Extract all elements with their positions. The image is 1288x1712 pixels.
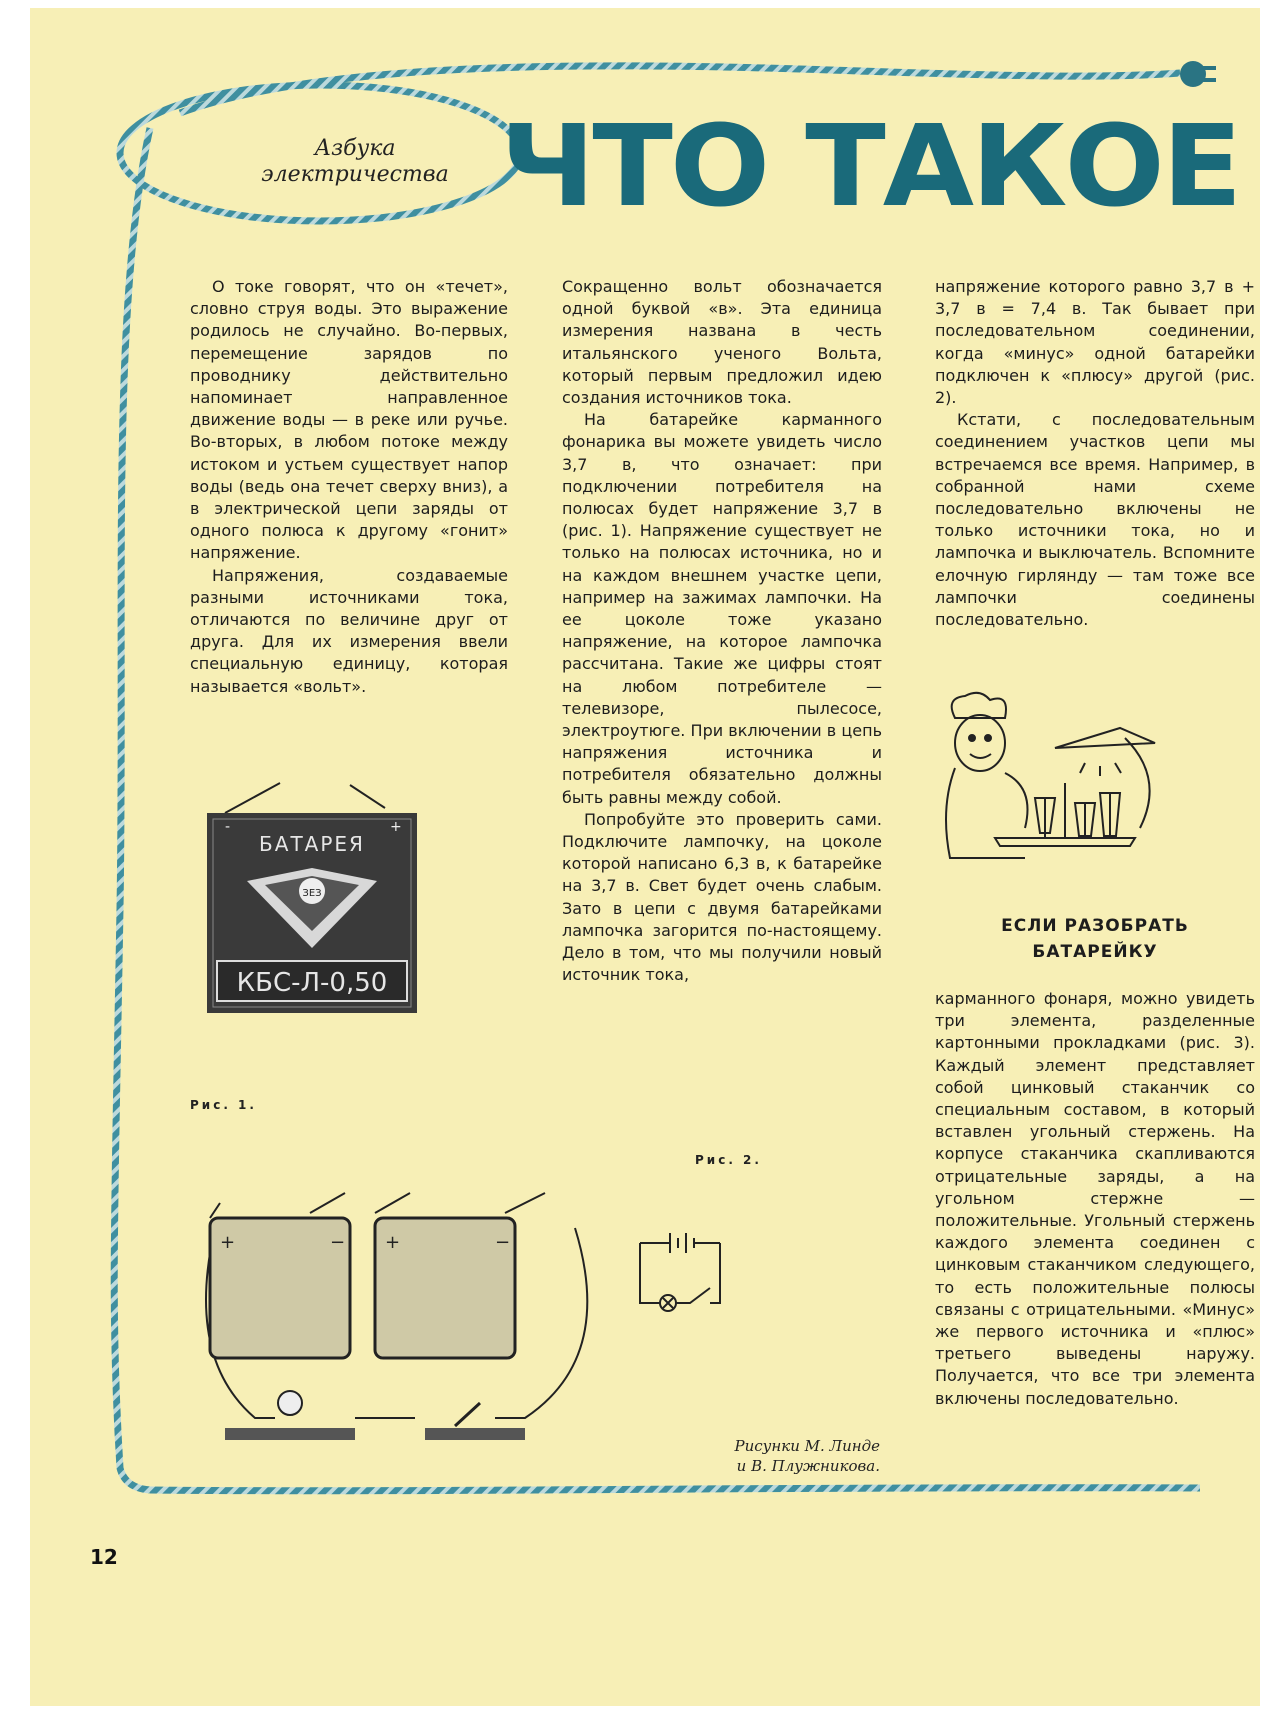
credits-line1: Рисунки М. Линде xyxy=(734,1437,880,1455)
chef-illustration xyxy=(935,688,1165,888)
paragraph: На батарейке карманного фонарика вы можете увидеть число 3,7 в, что означает: при подключении потребителя на полюсах будет напряжение 3,7 в (рис. 1). Напряжение существует не только на полюсах источника, но и на каждом внешнем участке цепи, например на зажимах лампочки. На ее цоколе тоже указано напряжение, на которое лампочка рассчитана. Такие же цифры стоят на любом потребителе — телевизоре, пылесосе, электроутюге. При включении в цепь напряжения источника и потребителя обязательно должны быть равны между собой. xyxy=(562,410,882,807)
rubric-line2: электричества xyxy=(261,162,449,187)
subheading xyxy=(935,913,1255,965)
circuit-schematic xyxy=(630,1228,730,1318)
column-3-bottom xyxy=(935,988,1255,1410)
lamp-base xyxy=(225,1428,355,1440)
battery-minus: - xyxy=(225,819,231,835)
battery-model: КБС-Л-0,50 xyxy=(236,968,388,998)
left-rope xyxy=(114,128,150,1490)
paragraph: Попробуйте это проверить сами. Подключите лампочку, на цоколе которой написано 6,3 в, к батарейке на 3,7 в. Свет будет очень слабым. Зато в цепи с двумя батарейками лампочка загорится по-настоящему. Дело в том, что мы получили новый источник тока, xyxy=(562,809,882,985)
battery1-minus: − xyxy=(330,1232,346,1253)
magazine-page xyxy=(30,8,1260,1706)
paragraph: О токе говорят, что он «течет», словно струя воды. Это выражение родилось не случайно. Во-первых, перемещение зарядов по проводнику действительно напоминает направленное движение воды — в реке или ручье. Во-вторых, в любом потоке между истоком и устьем существует напор воды (ведь она течет сверху вниз), а в электрической цепи заряды от одного полюса к другому «гонит» напряжение. xyxy=(190,277,508,563)
bottom-rope xyxy=(150,1488,1200,1491)
battery2-minus: − xyxy=(495,1232,511,1253)
column-2 xyxy=(562,276,882,987)
battery-plus: + xyxy=(390,819,402,835)
paragraph: Кстати, с последовательным соединением участков цепи мы встречаемся все время. Например, в собранной нами схеме последовательно включены не только источники тока, но и лампочка и выключатель. Вспомните елочную гирлянду — там тоже все лампочки соединены последовательно. xyxy=(935,410,1255,630)
article-title: ЧТО ТАКОЕ xyxy=(500,100,1240,232)
paragraph: напряжение которого равно 3,7 в + 3,7 в = 7,4 в. Так бывает при последовательном соединении, когда «минус» одной батарейки подключен к «плюсу» другой (рис. 2). xyxy=(935,277,1255,408)
rubric-label xyxy=(260,136,450,188)
lamp-bulb xyxy=(278,1391,302,1415)
illustration-credits xyxy=(700,1436,880,1476)
rubric-line1: Азбука xyxy=(314,136,396,161)
figure-2-circuit xyxy=(195,1178,635,1468)
figure-2-caption: Рис. 2. xyxy=(695,1153,762,1167)
switch-lever xyxy=(455,1403,480,1426)
switch-base xyxy=(425,1428,525,1440)
battery1-plus: + xyxy=(220,1232,236,1253)
plug-icon xyxy=(1180,61,1216,87)
page-number: 12 xyxy=(90,1545,118,1569)
paragraph: карманного фонаря, можно увидеть три элемента, разделенные картонными прокладками (рис. 3). Каждый элемент представляет собой цинковый стаканчик со специальным составом, в который вставлен угольный стержень. На корпусе стаканчика скапливаются отрицательные заряды, а на угольном стержне — положительные. Угольный стержень каждого элемента соединен с цинковым стаканчиком следующего, то есть положительные полюсы связаны с отрицательными. «Минус» же первого источника и «плюс» третьего выведены наружу. Получается, что все три элемента включены последовательно. xyxy=(935,989,1255,1408)
battery-label: БАТАРЕЯ xyxy=(259,832,365,856)
battery-logo: ЗЕЗ xyxy=(302,888,322,899)
paragraph: Напряжения, создаваемые разными источниками тока, отличаются по величине друг от друга. Для их измерения ввели специальную единицу, которая называется «вольт». xyxy=(190,565,508,696)
paragraph: Сокращенно вольт обозначается одной буквой «в». Эта единица измерения названа в честь итальянского ученого Вольта, который первым предложил идею создания источников тока. xyxy=(562,277,882,408)
column-1 xyxy=(190,276,508,698)
credits-line2: и В. Плужникова. xyxy=(736,1457,880,1475)
figure-1-caption: Рис. 1. xyxy=(190,1098,257,1112)
figure-1-battery xyxy=(185,773,435,1063)
subheading-line2: БАТАРЕЙКУ xyxy=(1032,942,1158,962)
battery2-plus: + xyxy=(385,1232,401,1253)
column-3-top xyxy=(935,276,1255,631)
subheading-line1: ЕСЛИ РАЗОБРАТЬ xyxy=(1001,916,1189,936)
